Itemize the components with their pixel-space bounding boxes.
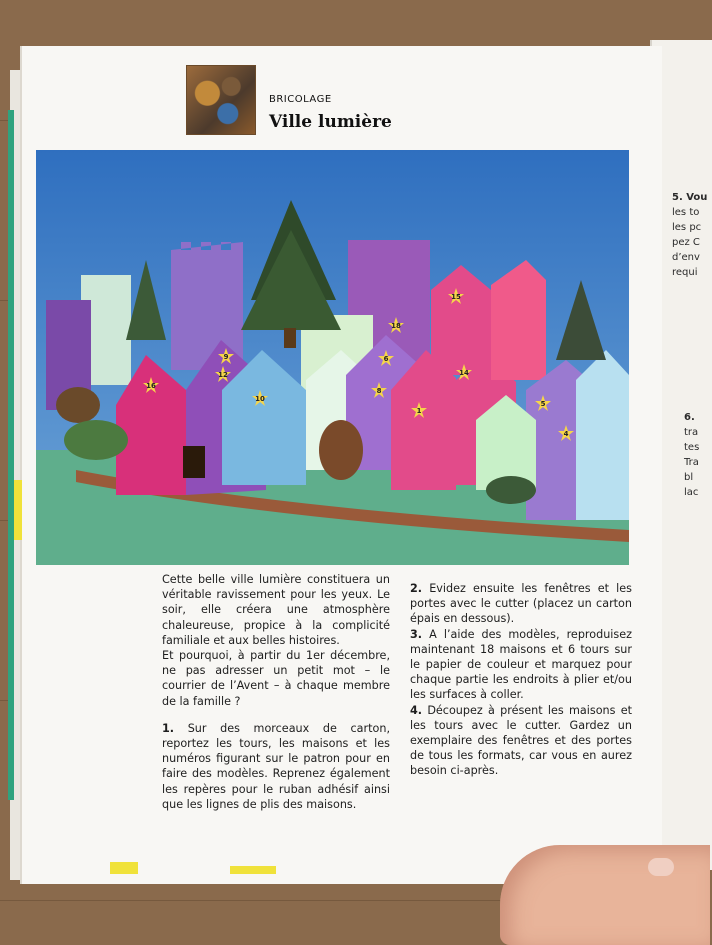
step-text: Evidez ensuite les fenêtres et les portes avec le cutter (placez un carton épais en dessous). [410, 582, 632, 626]
right-line: tes [684, 442, 700, 453]
step-text: Sur des morceaux de carton, reportez les tours, les maisons et les numéros figurant sur le patron pour en faire des modèles. Reprenez également les repères pour le ruban adhésif ainsi que les lignes de plis des maisons. [162, 721, 390, 811]
house-number: 8 [376, 387, 382, 395]
step-number: 1. [162, 721, 175, 735]
illustration-thumbnail [186, 65, 256, 135]
right-line: d’env [672, 252, 700, 263]
fingernail [648, 858, 674, 876]
house-number: 16 [146, 382, 156, 390]
page-title: Ville lumière [269, 112, 392, 132]
house-number: 1 [416, 407, 422, 415]
right-line: 5. Vou [672, 192, 708, 203]
house-number: 4 [563, 430, 569, 438]
right-line: bl [684, 472, 694, 483]
hand-holding-book [500, 845, 710, 945]
right-line: les pc [672, 222, 702, 233]
paper-village-illustration [36, 150, 629, 565]
yellow-tab [14, 480, 22, 540]
house-number: 15 [451, 293, 461, 301]
right-line: les to [672, 207, 700, 218]
step-text: A l’aide des modèles, reproduisez maintenant 18 maisons et 6 tours sur le papier de couleur et marquez pour chaque partie les endroits à plier et/ou les surfaces à coller. [410, 627, 633, 702]
paper-village-photo [36, 150, 629, 565]
yellow-tab [110, 862, 138, 874]
right-line: tra [684, 427, 699, 438]
house-number: 6 [383, 355, 389, 363]
house-number: 10 [255, 395, 265, 403]
step-text: Découpez à présent les maisons et les tours avec le cutter. Gardez un exemplaire des fenêtres et des portes de tous les formats, car vous en aurez besoin ci-après. [410, 703, 632, 778]
intro-paragraph: Et pourquoi, à partir du 1er décembre, ne pas adresser un petit mot – le courrier de l’Avent – à chaque membre de la famille ? [162, 649, 390, 708]
house-number: 18 [391, 322, 401, 330]
house-number: 9 [223, 353, 229, 361]
right-line: requi [672, 267, 698, 278]
right-line: pez C [672, 237, 700, 248]
text-column-right [410, 581, 632, 779]
house-number: 12 [218, 371, 228, 379]
step-number: 3. [410, 627, 423, 641]
right-line: 6. [684, 412, 695, 423]
yellow-tab [230, 866, 276, 874]
step-number: 2. [410, 582, 423, 595]
text-column-left [162, 572, 390, 824]
green-page-edge [8, 110, 14, 800]
step-1 [162, 721, 390, 812]
step-3 [410, 627, 632, 703]
intro-paragraph: Cette belle ville lumière constituera un véritable ravissement pour les yeux. Le soir, elle créera une atmosphère chaleureuse, propice à la complicité familiale et aux belles histoires. [162, 573, 390, 647]
house-number: 14 [459, 369, 469, 377]
step-2 [410, 581, 632, 627]
step-4 [410, 703, 632, 779]
section-label: BRICOLAGE [269, 94, 332, 105]
right-line: Tra [684, 457, 699, 468]
house-number: 5 [540, 400, 546, 408]
right-line: lac [684, 487, 699, 498]
step-number: 4. [410, 703, 423, 717]
